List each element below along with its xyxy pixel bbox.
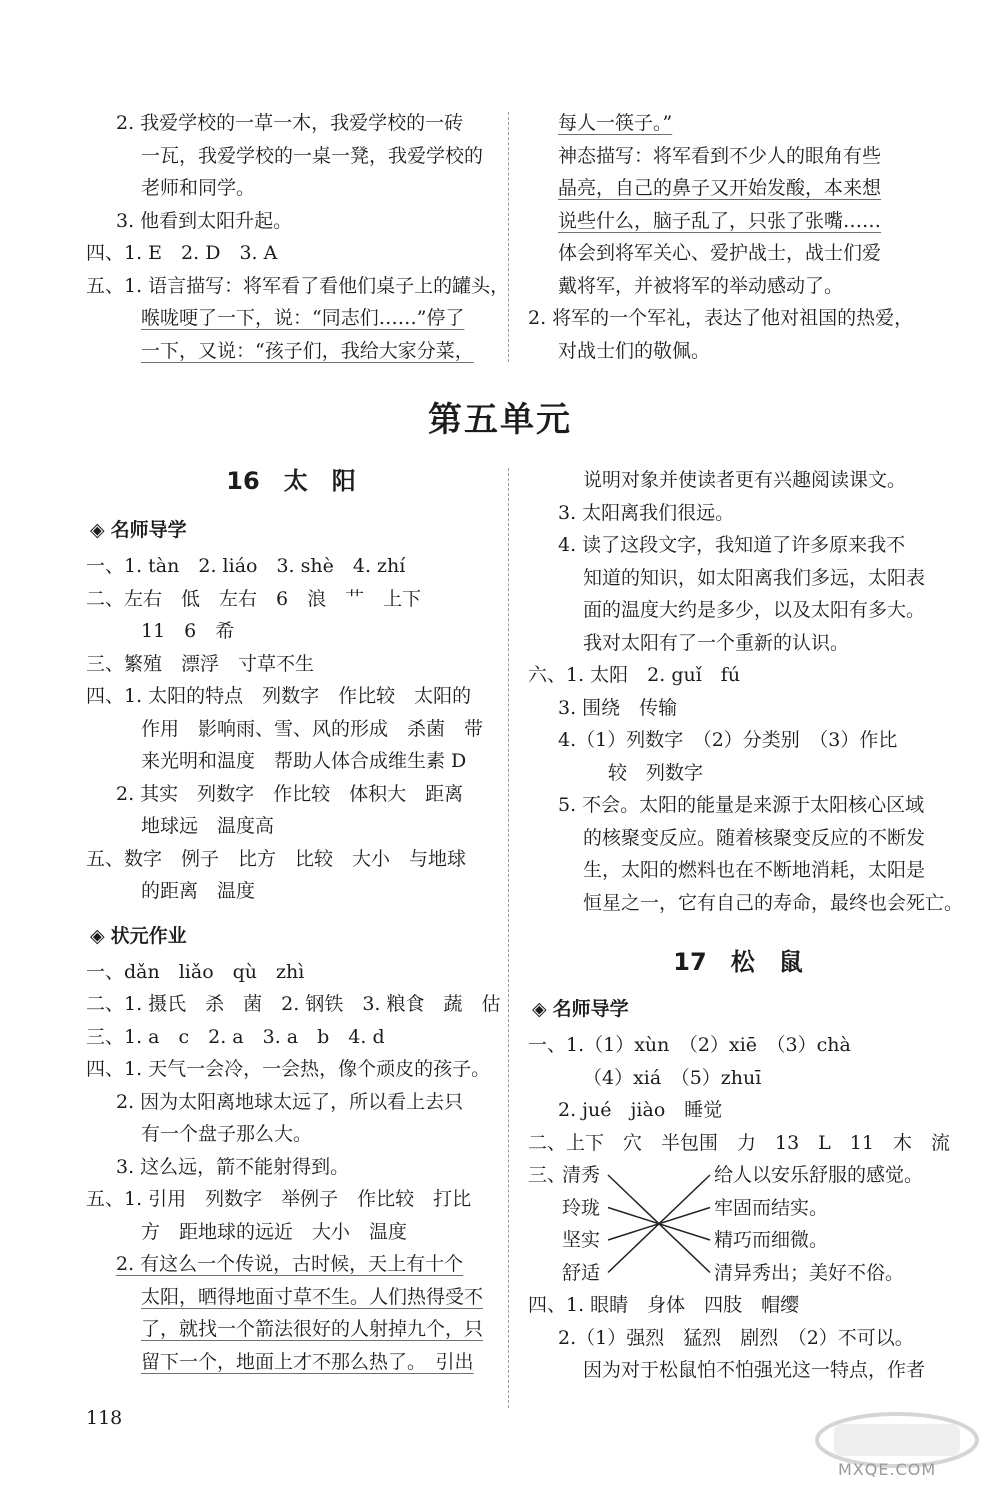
- diamond-icon: ◈: [90, 519, 105, 541]
- answer-text: 五、数字 例子 比方 比较 大小 与地球: [86, 847, 467, 870]
- answer-text: 4. 读了这段文字，我知道了许多原来我不: [558, 534, 906, 556]
- answer-line: [528, 594, 948, 627]
- answer-line: [528, 1322, 948, 1355]
- answer-line: [86, 956, 496, 989]
- answer-text: 11 6 希: [141, 620, 235, 642]
- answer-line: [528, 497, 948, 530]
- answer-text: 太阳，晒得地面寸草不生。人们热得受不: [141, 1285, 484, 1308]
- answer-text: （4）xiá （5）zhuī: [583, 1066, 762, 1089]
- answer-line: [528, 627, 948, 660]
- answer-line: [528, 1029, 948, 1062]
- answer-text: 的核聚变反应。随着核聚变反应的不断发: [583, 826, 926, 849]
- match-left-term: 清秀: [562, 1164, 601, 1186]
- answer-text: 四、1. E 2. D 3. A: [86, 242, 278, 264]
- answer-text: 说些什么，脑子乱了，只张了张嘴……: [558, 209, 882, 232]
- answer-line: [86, 583, 496, 616]
- answer-text: 说明对象并使读者更有兴趣阅读课文。: [583, 469, 907, 491]
- answer-line: [86, 1151, 496, 1184]
- answer-text: 2. jué jiào 睡觉: [558, 1099, 723, 1121]
- top-left-column: [86, 107, 510, 367]
- answer-text: 2. 将军的一个军礼，表达了他对祖国的热爱，: [528, 307, 914, 329]
- answer-text: 地球远 温度高: [141, 815, 275, 837]
- answer-line: [86, 810, 496, 843]
- answer-line: [86, 1248, 496, 1281]
- answer-line: [528, 140, 948, 173]
- answer-line: [528, 724, 948, 757]
- answer-text: 对战士们的敬佩。: [558, 339, 711, 362]
- answer-line: [528, 529, 948, 562]
- answer-text: 方 距地球的远近 大小 温度: [141, 1220, 408, 1243]
- answer-line: [86, 988, 501, 1021]
- lesson17-answers-b: [528, 1289, 948, 1387]
- match-right-definition: 清异秀出；美好不俗。: [714, 1261, 905, 1284]
- answer-line: [86, 237, 496, 270]
- answer-text: 晶亮，自己的鼻子又开始发酸，本来想: [558, 177, 882, 199]
- answer-text: 喉咙哽了一下，说：“同志们……”停了: [141, 307, 465, 329]
- answer-text: 了，就找一个箭法很好的人射掉九个，只: [141, 1318, 484, 1340]
- section-header-homework: [86, 916, 496, 956]
- answer-line: [528, 1062, 948, 1095]
- answer-text: 一、dǎn liǎo qù zhì: [86, 960, 305, 983]
- answer-text: 神态描写：将军看到不少人的眼角有些: [558, 144, 882, 167]
- answer-text: 4.（1）列数字 （2）分类别 （3）作比: [558, 729, 898, 751]
- answer-line: [528, 1127, 948, 1160]
- answer-line: [86, 1313, 496, 1346]
- answer-line: [528, 464, 948, 497]
- top-right-column: [528, 107, 948, 367]
- answer-line: [528, 302, 948, 335]
- lesson17-title: 17 松 鼠: [673, 948, 803, 976]
- answer-text: 六、1. 太阳 2. guǐ fú: [528, 664, 741, 686]
- answer-line: [86, 713, 496, 746]
- answer-text: 一瓦，我爱学校的一桌一凳，我爱学校的: [141, 144, 484, 167]
- answer-text: 一、1.（1）xùn （2）xiē （3）chà: [528, 1034, 851, 1056]
- column-divider-bottom: [508, 468, 509, 1408]
- lesson16-column: [86, 458, 501, 1378]
- answer-text: 面的温度大约是多少，以及太阳有多大。: [583, 599, 926, 621]
- answer-text: 戴将军，并被将军的举动感动了。: [558, 274, 844, 297]
- answer-text: 我对太阳有了一个重新的认识。: [583, 631, 850, 654]
- answer-text: 四、1. 天气一会冷，一会热，像个顽皮的孩子。: [86, 1058, 491, 1080]
- answer-line: [528, 822, 948, 855]
- answer-text: 3. 他看到太阳升起。: [116, 209, 293, 232]
- answer-line: [86, 205, 496, 238]
- answer-line: [86, 302, 496, 335]
- section-label: 名师导学: [552, 998, 629, 1020]
- answer-text: 2. 其实 列数字 作比较 体积大 距离: [116, 782, 464, 805]
- answer-line: [86, 1346, 496, 1379]
- right-column: [528, 464, 964, 1387]
- answer-line: [528, 1094, 948, 1127]
- answer-line: [86, 107, 496, 140]
- answer-line: [528, 107, 948, 140]
- answer-line: [86, 1118, 496, 1151]
- answer-text: 因为对于松鼠怕不怕强光这一特点，作者: [583, 1359, 926, 1381]
- answer-text: 3. 这么远，箭不能射得到。: [116, 1155, 350, 1178]
- match-right-definition: 给人以安乐舒服的感觉。: [714, 1164, 924, 1186]
- answer-line: [86, 875, 496, 908]
- answer-text: 三、1. a c 2. a 3. a b 4. d: [86, 1025, 385, 1048]
- answer-line: [86, 1021, 496, 1054]
- answer-text: 留下一个，地面上才不那么热了。 引出: [141, 1350, 474, 1373]
- answer-line: [86, 140, 496, 173]
- answer-line: [86, 270, 510, 303]
- lesson16-continued-answers: [528, 464, 964, 919]
- answer-line: [86, 745, 496, 778]
- answer-text: 体会到将军关心、爱护战士，战士们爱: [558, 242, 882, 264]
- answer-text: 较 列数字: [608, 761, 704, 784]
- answer-text: 3. 围绕 传输: [558, 696, 678, 719]
- answer-text: 五、1. 引用 列数字 举例子 作比较 打比: [86, 1188, 472, 1210]
- answer-text: 有一个盘子那么大。: [141, 1123, 313, 1145]
- match-left-term: 玲珑: [562, 1196, 601, 1219]
- answer-text: 每人一筷子。”: [558, 112, 673, 134]
- answer-text: 2.（1）强烈 猛烈 剧烈 （2）不可以。: [558, 1326, 914, 1349]
- match-left-term: 舒适: [562, 1261, 601, 1284]
- answer-line: [86, 1183, 496, 1216]
- matching-prefix: 三、: [528, 1164, 567, 1186]
- unit-title: 第五单元: [428, 400, 572, 440]
- answer-line: [528, 172, 948, 205]
- answer-line: [528, 757, 948, 790]
- lesson16-guide-answers: [86, 550, 496, 908]
- answer-text: 2. 我爱学校的一草一木，我爱学校的一砖: [116, 112, 464, 134]
- answer-line: [86, 1086, 496, 1119]
- answer-line: [86, 648, 496, 681]
- section-header-guide: [86, 510, 496, 550]
- watermark-site: MXQE.COM: [838, 1460, 937, 1479]
- answer-text: 5. 不会。太阳的能量是来源于太阳核心区域: [558, 794, 925, 816]
- section-label: 名师导学: [110, 519, 187, 541]
- answer-text: 作用 影响雨、雪、风的形成 杀菌 带: [141, 717, 484, 740]
- answer-text: 三、繁殖 漂浮 寸草不生: [86, 652, 315, 675]
- diamond-icon: ◈: [532, 998, 547, 1020]
- answer-line: [528, 335, 948, 368]
- answer-line: [528, 854, 948, 887]
- answer-line: [86, 1216, 496, 1249]
- matching-exercise: [528, 1159, 948, 1289]
- answer-line: [86, 172, 496, 205]
- lesson16-homework-answers: [86, 956, 501, 1379]
- answer-line: [528, 659, 948, 692]
- answer-text: 四、1. 眼睛 身体 四肢 帽缨: [528, 1294, 800, 1316]
- answer-text: 二、上下 穴 半包围 力 13 L 11 木 流: [528, 1131, 950, 1154]
- answer-text: 恒星之一，它有自己的寿命，最终也会死亡。: [583, 891, 964, 914]
- diamond-icon: ◈: [90, 924, 105, 947]
- answer-text: 一下，又说：“孩子们，我给大家分菜，: [141, 339, 474, 362]
- answer-line: [528, 205, 948, 238]
- answer-text: 五、1. 语言描写：将军看了看他们桌子上的罐头，: [86, 274, 510, 297]
- answer-line: [86, 843, 496, 876]
- answer-text: 2. 有这么一个传说，古时候，天上有十个: [116, 1253, 464, 1275]
- answer-line: [86, 680, 496, 713]
- answer-line: [86, 1053, 496, 1086]
- answer-text: 二、左右 低 左右 6 浪 艹 上下: [86, 587, 422, 610]
- answer-text: 四、1. 太阳的特点 列数字 作比较 太阳的: [86, 685, 472, 707]
- answer-line: [528, 1289, 948, 1322]
- answer-text: 生，太阳的燃料也在不断地消耗，太阳是: [583, 859, 926, 881]
- answer-text: 2. 因为太阳离地球太远了，所以看上去只: [116, 1090, 464, 1113]
- answer-line: [86, 335, 496, 368]
- answer-line: [528, 270, 948, 303]
- answer-line: [528, 789, 948, 822]
- answer-line: [528, 562, 948, 595]
- answer-text: 来光明和温度 帮助人体合成维生素 D: [141, 750, 467, 772]
- answer-line: [86, 550, 496, 583]
- page-number: 118: [86, 1407, 123, 1429]
- answer-text: 一、1. tàn 2. liáo 3. shè 4. zhí: [86, 555, 406, 577]
- match-right-definition: 牢固而结实。: [714, 1196, 829, 1219]
- lesson17-answers-a: [528, 1029, 948, 1159]
- match-right-definition: 精巧而细微。: [714, 1229, 829, 1251]
- match-left-term: 坚实: [562, 1229, 601, 1251]
- section-label: 状元作业: [110, 924, 187, 947]
- answer-text: 知道的知识，如太阳离我们多远，太阳表: [583, 566, 926, 589]
- answer-text: 老师和同学。: [141, 177, 256, 199]
- answer-text: 二、1. 摄氏 杀 菌 2. 钢铁 3. 粮食 蔬 估: [86, 993, 501, 1015]
- answer-line: [86, 615, 496, 648]
- answer-text: 3. 太阳离我们很远。: [558, 501, 735, 524]
- answer-line: [528, 887, 964, 920]
- matching-lines: [602, 1159, 722, 1294]
- answer-line: [528, 237, 948, 270]
- answer-line: [86, 1281, 496, 1314]
- section-header-guide-17: [528, 989, 948, 1029]
- answer-line: [528, 692, 948, 725]
- answer-line: [86, 778, 496, 811]
- column-divider-top: [508, 112, 509, 362]
- answer-text: 的距离 温度: [141, 880, 256, 902]
- answer-line: [528, 1354, 948, 1387]
- lesson16-title: 16 太 阳: [226, 467, 356, 495]
